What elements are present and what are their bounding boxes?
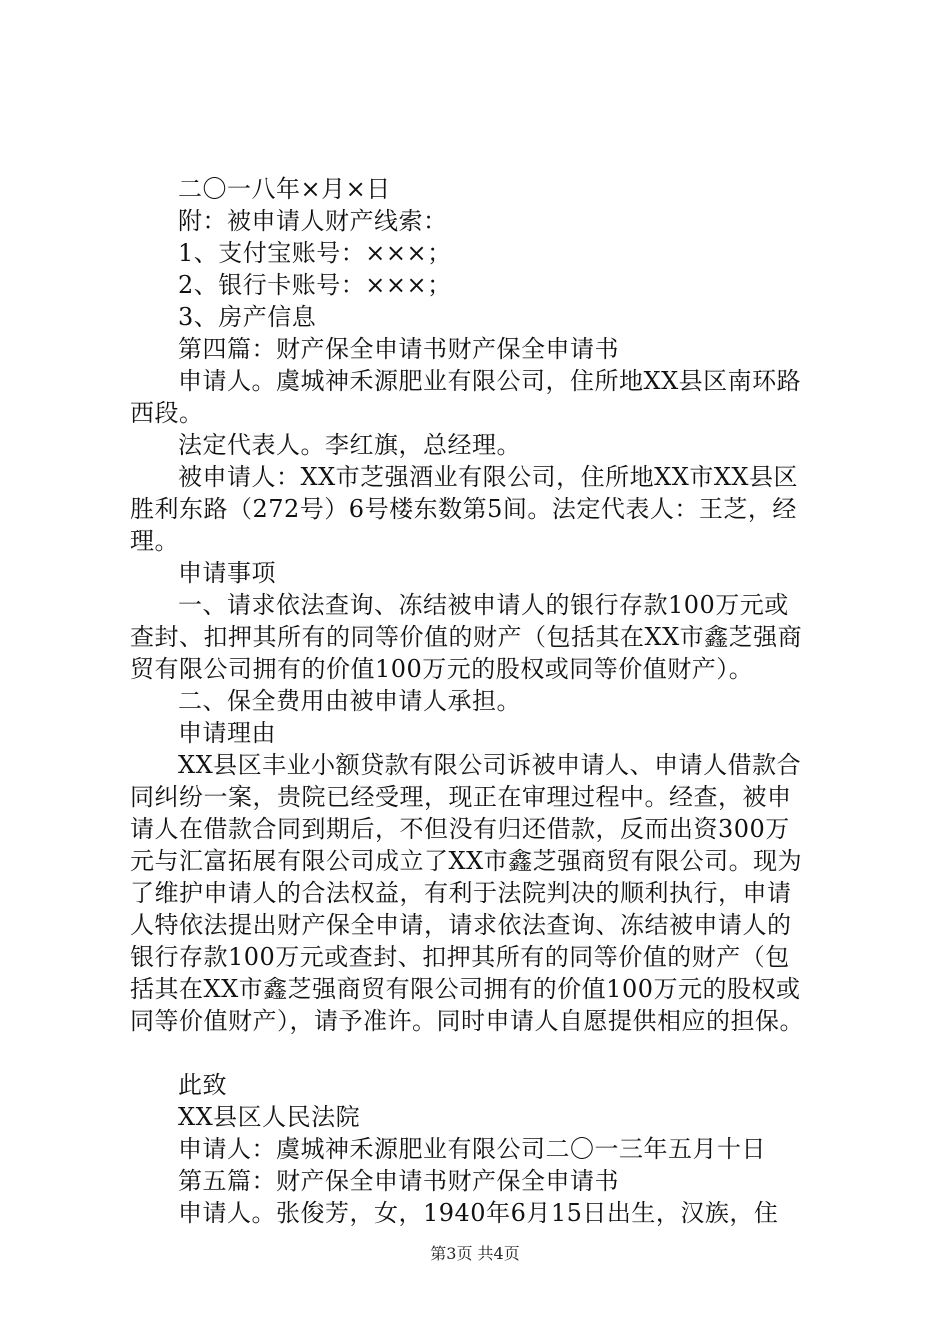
paragraph-line: 申请人。虞城神禾源肥业有限公司，住所地XX县区南环路 <box>178 367 802 395</box>
paragraph-line: 申请人。张俊芳，女，1940年6月15日出生，汉族，住 <box>178 1199 779 1227</box>
signature-line: 申请人：虞城神禾源肥业有限公司二〇一三年五月十日 <box>178 1135 766 1163</box>
paragraph-line: 银行存款100万元或查封、扣押其所有的同等价值的财产（包 <box>130 943 790 971</box>
paragraph-line: 请人在借款合同到期后，不但没有归还借款，反而出资300万 <box>130 815 790 843</box>
paragraph-line: XX县区丰业小额贷款有限公司诉被申请人、申请人借款合 <box>178 751 802 779</box>
paragraph-line: 西段。 <box>130 399 204 427</box>
date-line: 二〇一八年×月×日 <box>178 175 391 203</box>
section-title-5: 第五篇：财产保全申请书财产保全申请书 <box>178 1167 619 1195</box>
section-title-4: 第四篇：财产保全申请书财产保全申请书 <box>178 335 619 363</box>
paragraph-line: 括其在XX市鑫芝强商贸有限公司拥有的价值100万元的股权或 <box>130 975 801 1003</box>
paragraph-line: 了维护申请人的合法权益，有利于法院判决的顺利执行，申请 <box>130 879 792 907</box>
paragraph-line: 一、请求依法查询、冻结被申请人的银行存款100万元或 <box>178 591 789 619</box>
paragraph-line: 二、保全费用由被申请人承担。 <box>178 687 521 715</box>
document-body <box>130 173 835 1229</box>
attachment-heading: 附：被申请人财产线索： <box>178 207 448 235</box>
paragraph-line: 被申请人：XX市芝强酒业有限公司，住所地XX市XX县区 <box>178 463 799 491</box>
paragraph-line: 法定代表人。李红旗，总经理。 <box>178 431 521 459</box>
attachment-item-1: 1、支付宝账号：×××； <box>178 239 452 267</box>
page-number-footer: 第3页 共4页 <box>430 1244 520 1263</box>
paragraph-line: 人特依法提出财产保全申请，请求依法查询、冻结被申请人的 <box>130 911 792 939</box>
subheading-request-items: 申请事项 <box>178 559 276 587</box>
attachment-item-3: 3、房产信息 <box>178 303 317 331</box>
paragraph-line: 同等价值财产），请予准许。同时申请人自愿提供相应的担保。 <box>130 1007 804 1035</box>
paragraph-line: 元与汇富拓展有限公司成立了XX市鑫芝强商贸有限公司。现为 <box>130 847 803 875</box>
paragraph-line: 查封、扣押其所有的同等价值的财产（包括其在XX市鑫芝强商 <box>130 623 803 651</box>
blank-line <box>130 1037 835 1069</box>
salutation: 此致 <box>178 1071 227 1099</box>
paragraph-line: 贸有限公司拥有的价值100万元的股权或同等价值财产）。 <box>130 655 754 683</box>
addressee: XX县区人民法院 <box>178 1103 361 1131</box>
subheading-request-reasons: 申请理由 <box>178 719 276 747</box>
paragraph-line: 胜利东路（272号）6号楼东数第5间。法定代表人：王芝，经 <box>130 495 797 523</box>
paragraph-line: 理。 <box>130 527 179 555</box>
attachment-item-2: 2、银行卡账号：×××； <box>178 271 452 299</box>
paragraph-line: 同纠纷一案，贵院已经受理，现正在审理过程中。经查，被申 <box>130 783 792 811</box>
